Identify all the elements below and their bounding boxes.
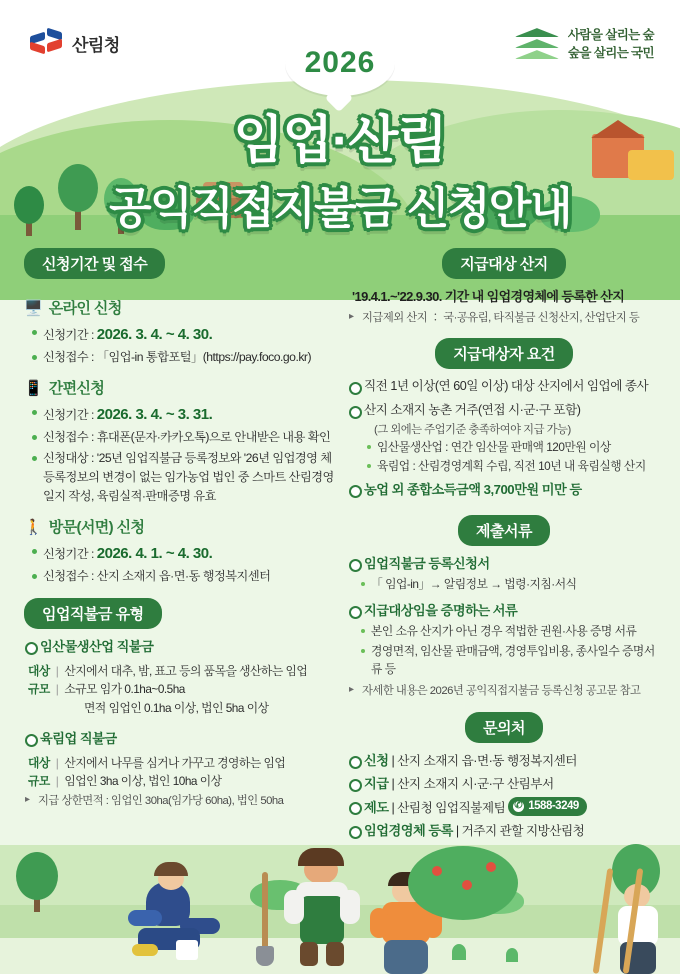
poster-title-line-2: 공익직접지불금 신청안내 <box>109 184 571 233</box>
eligibility-item <box>348 377 660 396</box>
item-value: 「임업-in 통합포털」(https://pay.foco.go.kr) <box>96 350 312 365</box>
target-forest-main: '19.4.1.~'22.9.30. 기간 내 임업경영체에 등록한 산지 <box>352 289 625 304</box>
fruit-icon <box>486 862 496 872</box>
item-value: 2026. 3. 4. ~ 4. 30. <box>96 326 213 343</box>
contact-phone-badge[interactable] <box>508 797 587 816</box>
subsection-online-label: 온라인 신청 <box>48 300 122 317</box>
poster-title-line-1: 임업·산림 <box>233 112 447 170</box>
item-value: 산지 소재지 읍·면·동 행정복지센터 <box>96 569 271 584</box>
section-title-documents: 제출서류 <box>458 515 550 546</box>
item-value: 휴대폰(문자·카카오톡)으로 안내받은 내용 확인 <box>96 430 331 445</box>
row-key: 규모 <box>28 682 50 697</box>
type-1-label: 임산물생산업 직불금 <box>40 639 154 655</box>
row-key: 규모 <box>28 774 50 789</box>
item-label: 신청접수 : <box>43 350 94 365</box>
row-separator: | <box>391 776 395 791</box>
target-forest-note: ▸ 지급제외 산지 ： 국·공유림, 타직불금 신청산지, 산업단지 등 <box>348 310 660 326</box>
document-title: 지급대상임을 증명하는 서류 <box>364 603 518 619</box>
section-title-wrap <box>348 515 660 554</box>
document-item <box>348 554 660 574</box>
subsection-online <box>24 297 336 318</box>
row-separator: | <box>55 774 59 789</box>
online-list <box>24 323 336 367</box>
item-value: '25년 임업직불금 등록정보와 '26년 임업경영 체등록정보의 변경이 없는 임가농업 법인 중 스마트 산림경영일지 작성, 육림실적·판매증명 유효 <box>43 451 334 504</box>
type-2-title <box>24 729 336 749</box>
eligibility-text: 직전 1년 이상(연 60일 이상) 대상 산지에서 임업에 종사 <box>364 378 649 393</box>
contact-key: 임업경영체 등록 <box>364 822 453 838</box>
section-title-wrap <box>348 248 660 287</box>
eligibility-subitem: 임산물생산업 : 연간 임산물 판매액 120만원 이상 <box>364 439 660 457</box>
slogan-line-1: 사람을 살리는 숲 <box>567 28 654 42</box>
eligibility-text: 농업 외 종합소득금액 3,700만원 미만 등 <box>364 481 582 497</box>
eligibility-subitem: 육림업 : 산림경영계획 수립, 직전 10년 내 육림실행 산지 <box>364 458 660 476</box>
type-1-row <box>24 699 336 717</box>
row-separator: | <box>455 823 459 838</box>
item-value: 2026. 3. 4. ~ 3. 31. <box>96 406 213 424</box>
section-title-eligibility: 지급대상자 요건 <box>435 338 573 369</box>
list-item <box>30 348 336 367</box>
list-item <box>30 567 336 586</box>
government-mark-icon <box>30 28 64 58</box>
section-title-application-period: 신청기간 및 접수 <box>24 248 165 279</box>
seedling-icon <box>452 944 466 960</box>
row-value: 면적 임업인 0.1ha 이상, 법인 5ha 이상 <box>84 700 269 715</box>
contact-value: 거주지 관할 지방산림청 <box>461 823 585 838</box>
slogan-line-2: 숲을 살리는 국민 <box>567 46 654 61</box>
type-1-row <box>24 662 336 680</box>
section-title-wrap <box>348 338 660 377</box>
list-item <box>30 449 336 506</box>
row-value: 산지에서 나무를 심거나 가꾸고 경영하는 임업 <box>64 755 286 770</box>
agency-name: 산림청 <box>72 35 120 55</box>
section-title-wrap <box>348 712 660 751</box>
year-bubble <box>285 30 395 96</box>
contact-key: 신청 <box>364 752 389 768</box>
contact-row <box>348 751 660 771</box>
document-item <box>348 601 660 621</box>
list-item <box>30 323 336 346</box>
subsection-visit <box>24 516 336 537</box>
subsection-simple <box>24 377 336 398</box>
row-key: 대상 <box>28 755 50 770</box>
contact-row <box>348 821 660 841</box>
slogan-text <box>568 26 654 62</box>
fruit-icon <box>432 866 442 876</box>
item-label: 신청대상 : <box>43 451 94 466</box>
item-label: 신청접수 : <box>43 569 94 584</box>
illustration-person-planting <box>128 876 220 960</box>
row-value: 산지에서 대추, 밤, 표고 등의 품목을 생산하는 임업 <box>64 664 308 679</box>
shovel-blade-icon <box>256 946 274 966</box>
mobile-icon: 📱 <box>24 379 43 397</box>
visit-list <box>24 542 336 586</box>
item-label: 신청기간 : <box>43 547 94 562</box>
item-label: 신청기간 : <box>43 408 94 423</box>
eligibility-item <box>348 480 660 500</box>
seedling-icon <box>506 948 518 962</box>
shovel-icon <box>262 872 268 950</box>
document-subitem: 「 임업-in」→ 알림정보 → 법령·지침·서식 <box>358 576 660 594</box>
section-title-wrap <box>24 248 336 287</box>
left-column <box>24 248 336 810</box>
fruit-icon <box>462 880 472 890</box>
document-subitem: 경영면적, 임산물 판매금액, 경영투입비용, 종사일수 증명서류 등 <box>358 643 660 678</box>
section-title-contact: 문의처 <box>465 712 543 743</box>
agency-logo <box>30 28 120 58</box>
contact-key: 제도 <box>364 799 389 815</box>
row-separator: | <box>391 753 395 768</box>
poster-content <box>0 248 680 848</box>
type-2-label: 육림업 직불금 <box>40 730 117 746</box>
illustration-person-harvest <box>282 856 366 966</box>
row-value: 임업인 3ha 이상, 법인 10ha 이상 <box>64 774 222 789</box>
list-item <box>30 542 336 565</box>
type-2-note: ▸ 지급 상한면적 : 임업인 30ha(임가당 60ha), 법인 50ha <box>24 793 336 809</box>
contact-row <box>348 774 660 794</box>
document-title: 임업직불금 등록신청서 <box>364 555 490 571</box>
section-title-target-forest: 지급대상 산지 <box>442 248 566 279</box>
slogan-block <box>514 26 654 62</box>
item-value: 2026. 4. 1. ~ 4. 30. <box>96 545 213 563</box>
type-1-title <box>24 637 336 657</box>
year-label: 2026 <box>304 46 376 79</box>
row-separator: | <box>55 755 59 770</box>
contact-value: 산림청 임업직불제팀 <box>397 800 506 815</box>
subsection-visit-label: 방문(서면) 신청 <box>48 519 145 537</box>
simple-list <box>24 403 336 506</box>
eligibility-subnote: (그 외에는 주업기준 충족하여야 지급 가능) <box>374 423 571 436</box>
row-separator: | <box>391 800 395 815</box>
row-value: 소규모 임가 0.1ha~0.5ha <box>64 682 185 697</box>
contact-row <box>348 797 660 818</box>
illustration-person-ladder <box>612 884 672 974</box>
row-separator: | <box>55 664 59 679</box>
walk-icon: 🚶 <box>24 518 43 536</box>
monitor-icon: 🖥️ <box>24 299 43 317</box>
tree-icon <box>16 848 58 912</box>
item-label: 신청접수 : <box>43 430 94 445</box>
poster-header <box>0 0 680 250</box>
list-item <box>30 403 336 426</box>
right-column <box>348 248 660 845</box>
phone-icon <box>513 801 524 812</box>
contact-key: 지급 <box>364 775 389 791</box>
row-key: 대상 <box>28 664 50 679</box>
list-item <box>30 428 336 447</box>
type-2-row <box>24 754 336 772</box>
document-subitem: 본인 소유 산지가 아닌 경우 적법한 권원·사용 증명 서류 <box>358 623 660 641</box>
section-title-payment-types: 임업직불금 유형 <box>24 598 162 629</box>
contact-value: 산지 소재지 읍·면·동 행정복지센터 <box>397 753 577 768</box>
row-separator: | <box>55 682 59 697</box>
subsection-simple-label: 간편신청 <box>48 380 105 398</box>
forest-mountain-icon <box>514 26 560 62</box>
item-label: 신청기간 : <box>43 328 94 342</box>
documents-note: ▸ 자세한 내용은 2026년 공익직접지불금 등록신청 공고문 참고 <box>348 683 660 699</box>
section-title-wrap <box>24 598 336 637</box>
contact-phone-number: 1588-3249 <box>528 799 579 812</box>
seedling-icon <box>176 940 198 960</box>
type-1-row <box>24 680 336 698</box>
type-2-row <box>24 772 336 790</box>
eligibility-item <box>348 401 660 420</box>
contact-value: 산지 소재지 시·군·구 산림부서 <box>397 776 554 791</box>
eligibility-text: 산지 소재지 농촌 거주(연접 시·군·구 포함) <box>364 402 581 417</box>
